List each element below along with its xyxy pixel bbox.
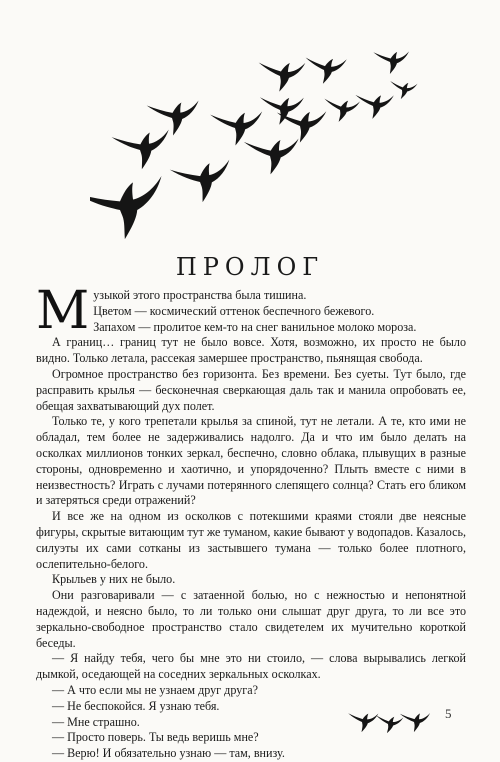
opening-paragraph: Музыкой этого пространства была тишина. <box>36 281 307 341</box>
paragraph: Цветом — космический оттенок беспечного бежевого. <box>93 303 375 318</box>
dialogue-line: — А что если мы не узнаем друг друга? <box>52 682 258 697</box>
paragraph: Крыльев у них не было. <box>52 572 176 587</box>
paragraph: А границ… границ тут не было вовсе. Хотя, возможно, их просто не было видно. Только летала, рассекая замершее пространство, пьянящая свобода. <box>36 335 466 366</box>
dialogue-line: — Мне страшно. <box>52 714 140 729</box>
dialogue-line: — Просто поверь. Ты ведь веришь мне? <box>52 730 259 745</box>
dialogue-line: — Не беспокойся. Я узнаю тебя. <box>52 698 220 713</box>
chapter-title: ПРОЛОГ <box>175 253 325 281</box>
dialogue-line: — Верю! И обязательно узнаю — там, внизу. <box>52 746 285 761</box>
chapter-body <box>36 281 466 762</box>
page-number: 5 <box>445 706 452 721</box>
drop-cap: М <box>36 281 90 341</box>
dialogue-line: — Я найду тебя, чего бы мне это ни стоило, — слова вырывались легкой дымкой, оседающей на соседних зеркальных осколках. <box>36 651 466 682</box>
paragraph: Огромное пространство без горизонта. Без времени. Без суеты. Тут было, где расправить крылья — бесконечная сверкающая даль так и манила опробовать ее, обещая захватывающий дух полет. <box>36 366 466 413</box>
swallows-illustration <box>90 50 430 250</box>
paragraph: Запахом — пролитое кем-то на снег ванильное молоко мороза. <box>93 319 417 334</box>
paragraph: Они разговаривали — с затаенной болью, но с нежностью и непонятной надеждой, и неясно было, то ли только они слышат друг друга, то ли все это зеркально-свободное пространство стало свидетелем их мучительно короткой беседы. <box>36 588 466 650</box>
paragraph: И все же на одном из осколков с потекшими краями стояли две неясные фигуры, скрытые витающим тут же туманом, какие бывают у водопадов. Казалось, силуэты их сами сотканы из застывшего тумана — только более плотного, ослепительно-белого. <box>36 509 466 571</box>
paragraph: Только те, у кого трепетали крылья за спиной, тут не летали. А те, кто ими не обладал, тем более не задерживались надолго. Да и что им было делать на осколках миллионов тонких зеркал, беспечно, словно облака, плывущих в разные стороны, одновременно и хаотично, и упорядоченно? Плыть вместе с ними в неизвестность? Играть с лучами потерянного слепящего солнца? Стать его бликом и затеряться среди отражений? <box>36 414 466 508</box>
swallows-ornament <box>348 704 438 734</box>
